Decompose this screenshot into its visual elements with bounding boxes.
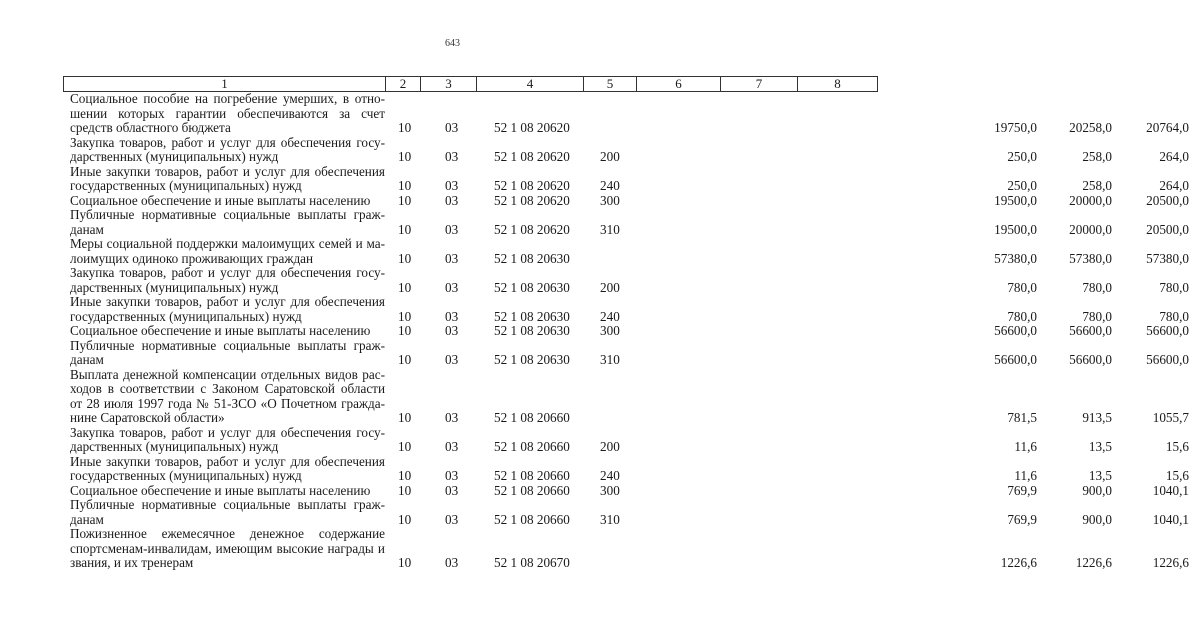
description-line: данам: [70, 511, 104, 527]
description-line: Публичные нормативные социальные выплаты граж-: [70, 337, 385, 353]
amount-year-2: 780,0: [1082, 279, 1112, 295]
section-code: 10: [398, 192, 412, 208]
description-line: лоимущих одиноко проживающих граждан: [70, 250, 314, 266]
subsection-code: 03: [445, 352, 459, 367]
amount-year-2: 900,0: [1082, 511, 1112, 527]
row-description: [63, 339, 385, 368]
row-description: [63, 194, 385, 209]
description-line: дарственных (муниципальных) нужд: [70, 439, 279, 454]
row-description: [63, 426, 385, 455]
description-line: Меры социальной поддержки малоимущих семей и ма-: [70, 236, 385, 251]
description-line: спортсменам-инвалидам, имеющим высокие награды и: [70, 540, 385, 556]
amount-year-2: 20258,0: [1069, 120, 1112, 135]
header-col-5: 5: [584, 77, 637, 91]
table-row: [63, 453, 1189, 484]
target-article-code: 52 1 08 20660: [494, 511, 570, 527]
subsection-code: 03: [445, 323, 459, 338]
amount-year-1: 19500,0: [994, 192, 1037, 208]
header-col-6: 6: [637, 77, 721, 91]
description-line: Социальное обеспечение и иные выплаты населению: [70, 192, 371, 208]
amount-year-2: 20000,0: [1069, 221, 1112, 237]
target-article-code: 52 1 08 20620: [494, 120, 570, 135]
amount-year-1: 769,9: [1007, 482, 1037, 498]
amount-year-1: 780,0: [1007, 279, 1037, 295]
header-col-4: 4: [477, 77, 584, 91]
amount-year-2: 13,5: [1088, 468, 1112, 483]
subsection-code: 03: [445, 192, 459, 208]
amount-year-3: 56600,0: [1146, 323, 1189, 338]
description-line: государственных (муниципальных) нужд: [70, 178, 302, 193]
row-description: [63, 266, 385, 295]
table-row: [63, 526, 1189, 571]
expense-type-code: 310: [600, 221, 620, 237]
target-article-code: 52 1 08 20620: [494, 192, 570, 208]
table-row: [63, 236, 1189, 266]
section-code: 10: [398, 308, 412, 324]
row-description: [63, 165, 385, 194]
amount-year-2: 56600,0: [1069, 323, 1112, 338]
target-article-code: 52 1 08 20660: [494, 468, 570, 483]
amount-year-3: 1040,1: [1152, 482, 1189, 498]
amount-year-3: 20500,0: [1146, 221, 1189, 237]
description-line: данам: [70, 221, 104, 237]
target-article-code: 52 1 08 20670: [494, 555, 570, 570]
amount-year-2: 900,0: [1082, 482, 1112, 498]
description-line: нине Саратовской области»: [70, 410, 225, 425]
row-description: [63, 527, 385, 571]
amount-year-3: 20764,0: [1146, 120, 1189, 135]
expense-type-code: 300: [600, 482, 620, 498]
amount-year-1: 57380,0: [994, 250, 1037, 266]
row-description: [63, 237, 385, 266]
expense-type-code: 200: [600, 439, 620, 454]
subsection-code: 03: [445, 149, 459, 164]
target-article-code: 52 1 08 20630: [494, 323, 570, 338]
section-code: 10: [398, 323, 412, 338]
expense-type-code: 200: [600, 149, 620, 164]
amount-year-2: 258,0: [1082, 149, 1112, 164]
row-description: [63, 208, 385, 237]
amount-year-2: 780,0: [1082, 308, 1112, 324]
expense-type-code: 310: [600, 511, 620, 527]
target-article-code: 52 1 08 20620: [494, 178, 570, 193]
target-article-code: 52 1 08 20620: [494, 221, 570, 237]
amount-year-1: 56600,0: [994, 323, 1037, 338]
description-line: Иные закупки товаров, работ и услуг для обеспечения: [70, 453, 385, 469]
section-code: 10: [398, 149, 412, 164]
header-col-3: 3: [421, 77, 477, 91]
row-description: [63, 136, 385, 165]
expense-type-code: 240: [600, 308, 620, 324]
subsection-code: 03: [445, 120, 459, 135]
amount-year-1: 250,0: [1007, 149, 1037, 164]
section-code: 10: [398, 410, 412, 425]
amount-year-3: 264,0: [1159, 149, 1189, 164]
amount-year-1: 1226,6: [1000, 555, 1037, 570]
amount-year-1: 769,9: [1007, 511, 1037, 527]
subsection-code: 03: [445, 511, 459, 527]
subsection-code: 03: [445, 468, 459, 483]
page-number: 643: [445, 38, 460, 49]
subsection-code: 03: [445, 439, 459, 454]
amount-year-3: 780,0: [1159, 279, 1189, 295]
description-line: Закупка товаров, работ и услуг для обеспечения госу-: [70, 134, 385, 150]
subsection-code: 03: [445, 308, 459, 324]
section-code: 10: [398, 178, 412, 193]
description-line: шении которых гарантии обеспечиваются за счет: [70, 105, 385, 121]
row-description: [63, 484, 385, 499]
description-line: Пожизненное ежемесячное денежное содержание: [70, 526, 385, 541]
description-line: Социальное пособие на погребение умерших, в отно-: [70, 91, 385, 106]
target-article-code: 52 1 08 20630: [494, 250, 570, 266]
table-row: [63, 294, 1189, 324]
table-row: [63, 192, 1189, 209]
amount-year-3: 20500,0: [1146, 192, 1189, 208]
amount-year-3: 1040,1: [1152, 511, 1189, 527]
description-line: от 28 июля 1997 года № 51-ЗСО «О Почетном гражда-: [70, 395, 385, 411]
row-description: [63, 455, 385, 484]
amount-year-2: 56600,0: [1069, 352, 1112, 367]
section-code: 10: [398, 352, 412, 367]
target-article-code: 52 1 08 20620: [494, 149, 570, 164]
table-row: [63, 482, 1189, 499]
description-line: государственных (муниципальных) нужд: [70, 308, 302, 324]
expense-type-code: 300: [600, 192, 620, 208]
table-row: [63, 91, 1189, 136]
amount-year-3: 56600,0: [1146, 352, 1189, 367]
amount-year-1: 19500,0: [994, 221, 1037, 237]
subsection-code: 03: [445, 221, 459, 237]
description-line: Публичные нормативные социальные выплаты граж-: [70, 497, 385, 512]
target-article-code: 52 1 08 20660: [494, 439, 570, 454]
description-line: Иные закупки товаров, работ и услуг для обеспечения: [70, 163, 385, 179]
table-row: [63, 265, 1189, 295]
header-col-8: 8: [834, 76, 841, 91]
amount-year-3: 57380,0: [1146, 250, 1189, 266]
amount-year-1: 19750,0: [994, 120, 1037, 135]
expense-type-code: 240: [600, 178, 620, 193]
amount-year-3: 264,0: [1159, 178, 1189, 193]
description-line: Публичные нормативные социальные выплаты граж-: [70, 207, 385, 222]
description-line: Выплата денежной компенсации отдельных видов рас-: [70, 366, 385, 382]
subsection-code: 03: [445, 178, 459, 193]
section-code: 10: [398, 468, 412, 483]
description-line: ходов в соответствии с Законом Саратовской области: [70, 381, 385, 396]
subsection-code: 03: [445, 250, 459, 266]
amount-year-3: 780,0: [1159, 308, 1189, 324]
table-row: [63, 134, 1189, 165]
amount-year-1: 11,6: [1014, 468, 1037, 483]
table-header-row: [63, 76, 878, 92]
table-body: [63, 91, 1189, 571]
expense-type-code: 240: [600, 468, 620, 483]
row-description: [63, 498, 385, 527]
description-line: Иные закупки товаров, работ и услуг для обеспечения: [70, 294, 385, 309]
expense-type-code: 200: [600, 279, 620, 295]
header-col-2: 2: [386, 77, 421, 91]
target-article-code: 52 1 08 20630: [494, 352, 570, 367]
section-code: 10: [398, 511, 412, 527]
header-col-1: 1: [64, 77, 386, 91]
table-row: [63, 337, 1189, 368]
description-line: дарственных (муниципальных) нужд: [70, 149, 279, 164]
table-row: [63, 497, 1189, 527]
row-description: [63, 295, 385, 324]
target-article-code: 52 1 08 20660: [494, 410, 570, 425]
amount-year-1: 781,5: [1007, 410, 1037, 425]
section-code: 10: [398, 120, 412, 135]
section-code: 10: [398, 250, 412, 266]
description-line: Закупка товаров, работ и услуг для обеспечения госу-: [70, 424, 385, 440]
table-row: [63, 366, 1189, 426]
description-line: государственных (муниципальных) нужд: [70, 468, 302, 483]
section-code: 10: [398, 482, 412, 498]
description-line: Социальное обеспечение и иные выплаты населению: [70, 482, 371, 498]
description-line: дарственных (муниципальных) нужд: [70, 279, 279, 295]
section-code: 10: [398, 279, 412, 295]
section-code: 10: [398, 439, 412, 454]
section-code: 10: [398, 221, 412, 237]
amount-year-3: 1226,6: [1152, 555, 1189, 570]
amount-year-2: 57380,0: [1069, 250, 1112, 266]
amount-year-2: 913,5: [1082, 410, 1112, 425]
amount-year-2: 20000,0: [1069, 192, 1112, 208]
amount-year-1: 250,0: [1007, 178, 1037, 193]
expense-type-code: 310: [600, 352, 620, 367]
row-description: [63, 368, 385, 426]
amount-year-2: 13,5: [1088, 439, 1112, 454]
description-line: звания, и их тренерам: [70, 555, 194, 570]
target-article-code: 52 1 08 20630: [494, 308, 570, 324]
description-line: данам: [70, 352, 104, 367]
table-row: [63, 163, 1189, 194]
description-line: Социальное обеспечение и иные выплаты населению: [70, 323, 371, 338]
amount-year-1: 11,6: [1014, 439, 1037, 454]
subsection-code: 03: [445, 410, 459, 425]
amount-year-2: 258,0: [1082, 178, 1112, 193]
target-article-code: 52 1 08 20630: [494, 279, 570, 295]
row-description: [63, 92, 385, 136]
description-line: Закупка товаров, работ и услуг для обеспечения госу-: [70, 265, 385, 280]
subsection-code: 03: [445, 555, 459, 570]
amount-year-3: 15,6: [1165, 468, 1189, 483]
expense-type-code: 300: [600, 323, 620, 338]
section-code: 10: [398, 555, 412, 570]
row-description: [63, 324, 385, 339]
description-line: средств областного бюджета: [70, 120, 231, 135]
amount-year-3: 1055,7: [1152, 410, 1189, 425]
subsection-code: 03: [445, 279, 459, 295]
table-row: [63, 424, 1189, 455]
table-row: [63, 323, 1189, 339]
amount-year-3: 15,6: [1165, 439, 1189, 454]
header-col-7: 7: [721, 77, 798, 91]
amount-year-1: 56600,0: [994, 352, 1037, 367]
subsection-code: 03: [445, 482, 459, 498]
amount-year-1: 780,0: [1007, 308, 1037, 324]
amount-year-2: 1226,6: [1075, 555, 1112, 570]
target-article-code: 52 1 08 20660: [494, 482, 570, 498]
table-row: [63, 207, 1189, 237]
